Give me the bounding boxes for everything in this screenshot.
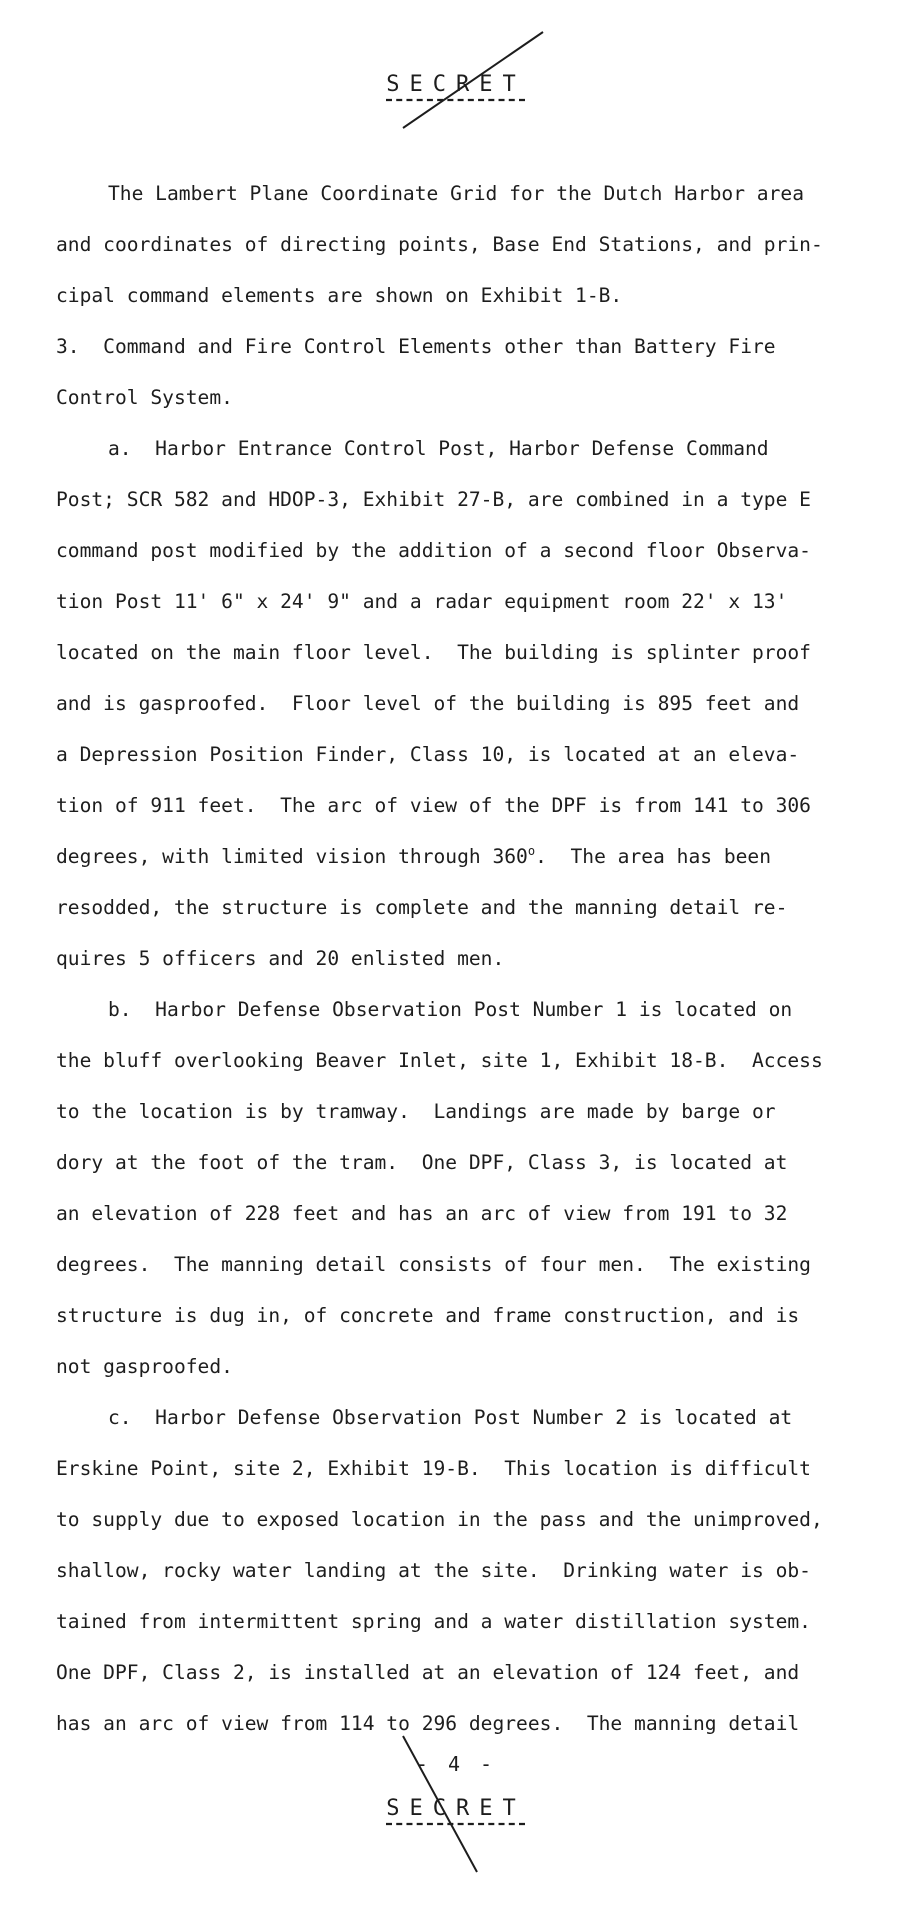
body-text-line xyxy=(56,525,884,576)
body-text-line xyxy=(56,1035,884,1086)
line-text: command post modified by the addition of a second floor Observa- xyxy=(56,539,811,562)
line-text: and coordinates of directing points, Base End Stations, and prin- xyxy=(56,233,823,256)
line-text: tion Post 11' 6" x 24' 9" and a radar equipment room 22' x 13' xyxy=(56,590,788,613)
degree-superscript: o xyxy=(527,844,536,858)
body-text-line xyxy=(56,474,884,525)
body-text-line xyxy=(56,270,884,321)
line-text: has an arc of view from 114 to 296 degrees. The manning detail xyxy=(56,1712,800,1735)
line-text: b. Harbor Defense Observation Post Number 1 is located on xyxy=(108,998,793,1021)
line-text: Erskine Point, site 2, Exhibit 19-B. This location is difficult xyxy=(56,1457,811,1480)
body-text-line xyxy=(56,168,884,219)
line-text: One DPF, Class 2, is installed at an elevation of 124 feet, and xyxy=(56,1661,800,1684)
line-text: to the location is by tramway. Landings are made by barge or xyxy=(56,1100,776,1123)
document-body xyxy=(56,168,884,1749)
line-text: resodded, the structure is complete and the manning detail re- xyxy=(56,896,788,919)
line-text-continued: . The area has been xyxy=(535,845,772,868)
body-text-line xyxy=(56,1545,884,1596)
line-text: degrees, with limited vision through 360 xyxy=(56,845,528,868)
line-text: the bluff overlooking Beaver Inlet, site 1, Exhibit 18-B. Access xyxy=(56,1049,823,1072)
body-text-line xyxy=(56,321,884,372)
line-text: structure is dug in, of concrete and frame construction, and is xyxy=(56,1304,800,1327)
body-text-line xyxy=(56,1137,884,1188)
body-text-line xyxy=(56,1086,884,1137)
line-text: and is gasproofed. Floor level of the building is 895 feet and xyxy=(56,692,800,715)
body-text-line xyxy=(56,933,884,984)
body-text-line xyxy=(56,729,884,780)
line-text: Post; SCR 582 and HDOP-3, Exhibit 27-B, are combined in a type E xyxy=(56,488,811,511)
line-text: not gasproofed. xyxy=(56,1355,233,1378)
body-text-line xyxy=(56,780,884,831)
line-text: tained from intermittent spring and a water distillation system. xyxy=(56,1610,811,1633)
line-text: tion of 911 feet. The arc of view of the DPF is from 141 to 306 xyxy=(56,794,811,817)
line-text: cipal command elements are shown on Exhibit 1-B. xyxy=(56,284,623,307)
body-text-line xyxy=(56,1290,884,1341)
body-text-line xyxy=(56,576,884,627)
body-text-line xyxy=(56,1443,884,1494)
line-text: c. Harbor Defense Observation Post Number 2 is located at xyxy=(108,1406,793,1429)
line-text: The Lambert Plane Coordinate Grid for the Dutch Harbor area xyxy=(108,182,804,205)
body-text-line xyxy=(56,423,884,474)
body-text-line xyxy=(56,1188,884,1239)
body-text-line xyxy=(56,984,884,1035)
page-number: - 4 - xyxy=(415,1752,497,1776)
bottom-security-classification: SECRET xyxy=(386,1796,526,1821)
line-text: to supply due to exposed location in the pass and the unimproved, xyxy=(56,1508,823,1531)
top-security-classification: SECRET xyxy=(386,72,526,97)
line-text: located on the main floor level. The building is splinter proof xyxy=(56,641,811,664)
body-text-line xyxy=(56,831,884,882)
line-text: Control System. xyxy=(56,386,233,409)
line-text: dory at the foot of the tram. One DPF, Class 3, is located at xyxy=(56,1151,788,1174)
line-text: quires 5 officers and 20 enlisted men. xyxy=(56,947,505,970)
body-text-line xyxy=(56,882,884,933)
body-text-line xyxy=(56,1596,884,1647)
body-text-line xyxy=(56,1647,884,1698)
body-text-line xyxy=(56,219,884,270)
body-text-line xyxy=(56,1341,884,1392)
body-text-line xyxy=(56,678,884,729)
line-text: a Depression Position Finder, Class 10, is located at an eleva- xyxy=(56,743,800,766)
top-strikethrough-mark xyxy=(395,28,555,138)
body-text-line xyxy=(56,1494,884,1545)
body-text-line xyxy=(56,1392,884,1443)
body-text-line xyxy=(56,1239,884,1290)
bottom-strikethrough-mark xyxy=(395,1732,495,1882)
line-text: shallow, rocky water landing at the site. Drinking water is ob- xyxy=(56,1559,811,1582)
line-text: 3. Command and Fire Control Elements other than Battery Fire xyxy=(56,335,776,358)
line-text: degrees. The manning detail consists of four men. The existing xyxy=(56,1253,811,1276)
line-text: an elevation of 228 feet and has an arc of view from 191 to 32 xyxy=(56,1202,788,1225)
body-text-line xyxy=(56,372,884,423)
line-text: a. Harbor Entrance Control Post, Harbor Defense Command xyxy=(108,437,769,460)
body-text-line xyxy=(56,627,884,678)
